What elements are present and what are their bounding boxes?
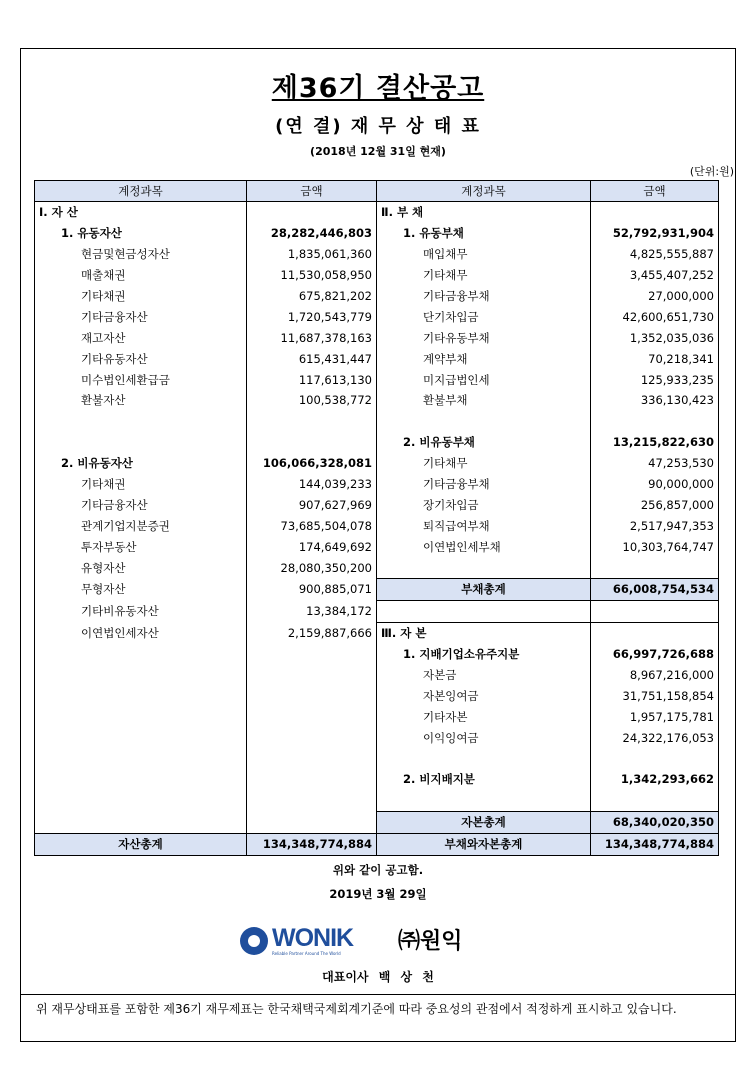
ceo-name: 대표이사 백 상 천: [322, 970, 434, 984]
header-amount: 금액: [247, 181, 377, 202]
table-row: 이연법인세자산 2,159,887,666 Ⅲ. 자 본: [35, 622, 719, 643]
equity-total-label: 자본총계: [377, 811, 591, 833]
table-row: 환불자산 100,538,772 환불부채 336,130,423: [35, 390, 719, 411]
table-row: 무형자산 900,885,071 부채총계 66,008,754,534: [35, 579, 719, 601]
page-title: 제36기 결산공고: [271, 73, 485, 104]
unit-label: (단위:원): [689, 165, 734, 178]
table-row: 유형자산 28,080,350,200: [35, 557, 719, 578]
disclosure-note: 위 재무상태표를 포함한 제36기 재무제표는 한국채택국제회계기준에 따라 중요성의 관점에서 적정하게 표시하고 있습니다.: [20, 994, 736, 1042]
announcement-text: 위와 같이 공고함.: [332, 863, 424, 877]
table-row: 이익잉여금 24,322,176,053: [35, 727, 719, 748]
table-row: 1. 지배기업소유주지분 66,997,726,688: [35, 644, 719, 665]
table-row: 1. 유동자산 28,282,446,803 1. 유동부채 52,792,931,904: [35, 223, 719, 244]
grand-total-amount: 134,348,774,884: [591, 833, 719, 855]
table-row: 관계기업지분증권 73,685,504,078 퇴직급여부채 2,517,947,353: [35, 515, 719, 536]
equity-section: Ⅲ. 자 본: [377, 622, 591, 643]
header-amount: 금액: [591, 181, 719, 202]
table-row: [35, 811, 719, 833]
logo-tagline: Reliable Partner Around The World: [272, 951, 341, 956]
liabilities-total-label: 부채총계: [377, 579, 591, 601]
table-row: [35, 790, 719, 811]
announcement-date: 2019년 3월 29일: [329, 887, 427, 901]
table-row: 2. 비유동부채 13,215,822,630: [35, 432, 719, 453]
table-row: 기타비유동자산 13,384,172: [35, 600, 719, 622]
grand-total-row: [35, 833, 719, 855]
table-row: 2. 비유동자산 106,066,328,081 기타채무 47,253,530: [35, 453, 719, 474]
equity-total-amount: 68,340,020,350: [591, 811, 719, 833]
table-row: [35, 748, 719, 769]
wonik-logo: [240, 924, 370, 956]
table-row: 미수법인세환급금 117,613,130 미지급법인세 125,933,235: [35, 369, 719, 390]
liabilities-section: Ⅱ. 부 채: [377, 202, 591, 223]
table-row: 기타금융자산 1,720,543,779 단기차입금 42,600,651,730: [35, 306, 719, 327]
table-row: [35, 411, 719, 432]
balance-sheet-table: [34, 180, 719, 856]
assets-total-label: 자산총계: [35, 833, 247, 855]
grand-total-label: 부채와자본총계: [377, 833, 591, 855]
table-row: 2. 비지배지분 1,342,293,662: [35, 769, 719, 790]
statement-subtitle: (연 결) 재 무 상 태 표: [275, 116, 481, 137]
assets-section: Ⅰ. 자 산: [35, 202, 247, 223]
logo-ring-icon: [240, 927, 268, 955]
table-row: 기타자본 1,957,175,781: [35, 706, 719, 727]
table-row: 투자부동산 174,649,692 이연법인세부채 10,303,764,747: [35, 536, 719, 557]
table-row: 기타유동자산 615,431,447 계약부채 70,218,341: [35, 348, 719, 369]
table-row: 자본잉여금 31,751,158,854: [35, 685, 719, 706]
header-account: 계정과목: [377, 181, 591, 202]
table-row: 매출채권 11,530,058,950 기타채무 3,455,407,252: [35, 265, 719, 286]
table-header-row: [35, 181, 719, 202]
assets-total-amount: 134,348,774,884: [247, 833, 377, 855]
table-row: 재고자산 11,687,378,163 기타유동부채 1,352,035,036: [35, 327, 719, 348]
table-row: 자본금 8,967,216,000: [35, 665, 719, 686]
table-row: 기타금융자산 907,627,969 장기차입금 256,857,000: [35, 494, 719, 515]
table-row: [35, 202, 719, 223]
statement-date: (2018년 12월 31일 현재): [310, 145, 446, 158]
table-row: 기타채권 144,039,233 기타금융부채 90,000,000: [35, 474, 719, 495]
table-row: 기타채권 675,821,202 기타금융부채 27,000,000: [35, 286, 719, 307]
logo-text: WONIK: [272, 924, 354, 952]
table-row: 현금및현금성자산 1,835,061,360 매입채무 4,825,555,887: [35, 244, 719, 265]
company-name: ㈜원익: [398, 929, 463, 954]
liabilities-total-amount: 66,008,754,534: [591, 579, 719, 601]
header-account: 계정과목: [35, 181, 247, 202]
